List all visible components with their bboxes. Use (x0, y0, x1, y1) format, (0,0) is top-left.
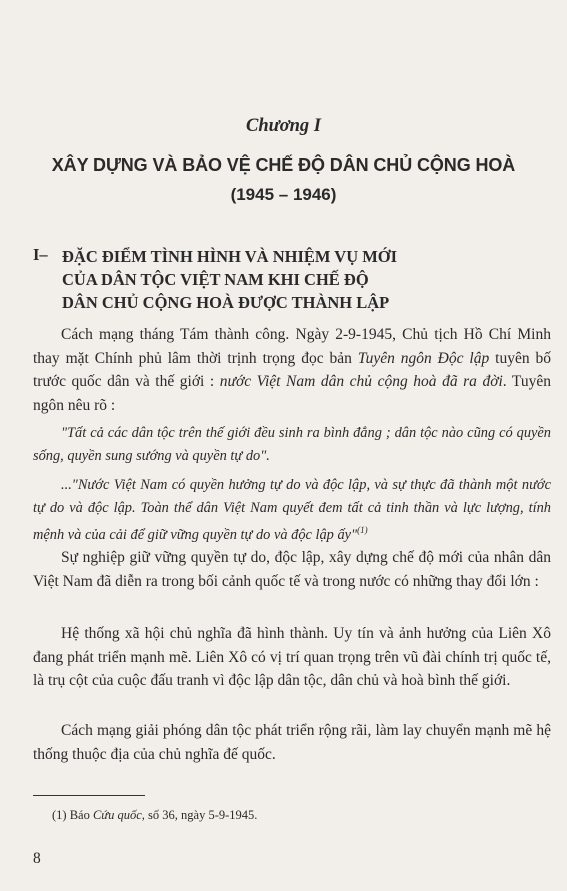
chapter-title: XÂY DỰNG VÀ BẢO VỆ CHẾ ĐỘ DÂN CHỦ CỘNG HOÀ (51, 155, 516, 175)
section-title-line: CỦA DÂN TỘC VIỆT NAM KHI CHẾ ĐỘ (62, 270, 369, 289)
section-title (62, 245, 532, 314)
emphasis-run: Tuyên ngôn Độc lập (357, 349, 490, 367)
text-run: . Tuyên ngôn nêu rõ : (33, 373, 551, 414)
quote-declaration-1: "Tất cả các dân tộc trên thế giới đều sinh ra bình đẳng ; dân tộc nào cũng có quyền sống, quyền sung sướng và quyền tự do". (33, 425, 551, 464)
quote-text: ..."Nước Việt Nam có quyền hưởng tự do và độc lập, và sự thực đã thành một nước tự do và độc lập. Toàn thể dân Việt Nam quyết đem tất cả tinh thần và lực lượng, tính mệnh và của cải để giữ vững quyền tự do và độc lập ấy" (33, 477, 551, 543)
chapter-label: Chương I (245, 116, 321, 136)
section-title-line: DÂN CHỦ CỘNG HOÀ ĐƯỢC THÀNH LẬP (62, 293, 390, 312)
text-run: Cách mạng tháng Tám thành công. Ngày 2-9-1945, Chủ tịch Hồ Chí Minh thay mặt Chính phủ lâm thời trịnh trọng đọc bản (33, 326, 551, 367)
page-number: 8 (33, 850, 41, 867)
text-run: , số 36, ngày 5-9-1945. (141, 808, 258, 822)
quote-declaration-2 (33, 474, 551, 546)
emphasis-run: Cứu quốc (92, 808, 142, 822)
footnote-mark: (1) (357, 525, 368, 535)
paragraph-national-liberation: Cách mạng giải phóng dân tộc phát triển rộng rãi, làm lay chuyển mạnh mẽ hệ thống thuộc địa của chủ nghĩa đế quốc. (33, 722, 551, 763)
section-number: I– (33, 245, 48, 264)
paragraph-intro (33, 323, 551, 417)
section-title-line: ĐẶC ĐIỂM TÌNH HÌNH VÀ NHIỆM VỤ MỚI (62, 247, 398, 266)
paragraph-context: Sự nghiệp giữ vững quyền tự do, độc lập, xây dựng chế độ mới của nhân dân Việt Nam đã diễn ra trong bối cảnh quốc tế và trong nước có những thay đổi lớn : (33, 549, 551, 590)
footnote (52, 808, 257, 823)
emphasis-run: nước Việt Nam dân chủ cộng hoà đã ra đời (219, 373, 503, 390)
paragraph-socialist-system: Hệ thống xã hội chủ nghĩa đã hình thành. Uy tín và ảnh hưởng của Liên Xô đang phát triển mạnh mẽ. Liên Xô có vị trí quan trọng trên vũ đài chính trị quốc tế, là trụ cột của cuộc đấu tranh vì độc lập dân tộc, dân chủ và hoà bình thế giới. (33, 625, 551, 689)
chapter-period: (1945 – 1946) (230, 185, 337, 204)
footnote-divider (33, 795, 145, 796)
text-run: (1) Báo (52, 808, 93, 822)
text-run: tuyên bố trước quốc dân và thế giới : (33, 349, 552, 390)
